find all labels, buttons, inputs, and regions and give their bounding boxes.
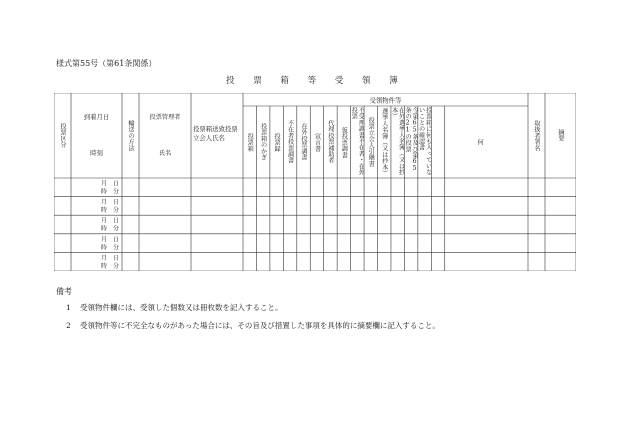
form-number: 様式第55号（第61条関係） xyxy=(56,59,157,68)
item-header-label: 在外選挙人名簿（又は抄本） xyxy=(390,107,405,176)
receipt-register-table xyxy=(54,93,576,271)
header-transport-method: 輸送の方法 xyxy=(127,120,134,151)
row-month-label: 月 xyxy=(101,180,108,188)
item-header-label: 不在者投票調書 xyxy=(286,120,294,164)
note-number: 2 xyxy=(66,321,71,330)
item-header-label: 投票箱 xyxy=(246,132,254,152)
row-month-label: 月 xyxy=(101,236,108,244)
row-day-label: 日 xyxy=(113,217,120,225)
item-header-label: 投票箱に何も入っていないことの確認書 xyxy=(417,107,432,176)
row-day-label: 日 xyxy=(113,254,120,262)
row-hour-label: 時 xyxy=(101,262,108,270)
item-header-label: 仮投票調書 xyxy=(340,126,348,158)
header-arrival-date: 到着月日 xyxy=(83,113,110,121)
row-minute-label: 分 xyxy=(113,262,120,270)
note-number: 1 xyxy=(66,303,71,312)
row-day-label: 日 xyxy=(113,199,120,207)
header-ballot-manager: 投票管理者 xyxy=(149,114,181,121)
item-header-label: 何 xyxy=(476,138,484,146)
header-ballot-manager-name: 氏名 xyxy=(158,150,172,157)
row-hour-label: 時 xyxy=(101,207,108,215)
item-header-label: 宣言書 xyxy=(313,132,321,152)
header-ballot-category: 投票区分 xyxy=(59,123,66,148)
row-minute-label: 分 xyxy=(113,244,120,252)
row-minute-label: 分 xyxy=(113,207,120,215)
row-day-label: 日 xyxy=(113,180,120,188)
note-text: 受領物件等に不完全なものがあった場合には、その旨及び措置した事項を具体的に摘要欄に記入すること。 xyxy=(80,321,440,330)
note-text: 受領物件欄には、受領した個数又は冊枚数を記入すること。 xyxy=(80,303,283,312)
row-month-label: 月 xyxy=(101,217,108,225)
row-hour-label: 時 xyxy=(101,244,108,252)
row-hour-label: 時 xyxy=(101,188,108,196)
item-header-label: 投票箱のかぎ xyxy=(259,123,267,161)
item-header-label: 投票立会人引継書 xyxy=(367,117,375,167)
item-header-label: 投票録 xyxy=(273,132,281,152)
row-hour-label: 時 xyxy=(101,225,108,233)
header-arrival-time: 時刻 xyxy=(90,149,103,157)
item-header-label: 代理投票補助者 xyxy=(326,120,334,164)
note-item xyxy=(66,302,283,313)
row-month-label: 月 xyxy=(101,254,108,262)
row-minute-label: 分 xyxy=(113,188,120,196)
item-header-label: 不受理調書不在者・在外投票 xyxy=(350,107,365,176)
note-item xyxy=(66,320,440,331)
header-received-items: 受領物件等 xyxy=(369,96,402,105)
header-receipt-checker: 取扱者署名 xyxy=(533,120,540,151)
item-header-label: 令第65条及び第65条の21の投票 xyxy=(404,107,418,173)
notes-heading: 備考 xyxy=(56,287,72,296)
header-witness-title: 投票箱送致投票立会人氏名 xyxy=(193,125,238,142)
item-header-label: 在外投票調書 xyxy=(300,123,308,161)
item-header-label: 選挙人名簿（又は抄本） xyxy=(380,107,388,177)
row-day-label: 日 xyxy=(113,236,120,244)
header-remarks: 摘要 xyxy=(557,129,564,142)
document-title: 投 票 箱 等 受 領 簿 xyxy=(226,76,406,86)
row-minute-label: 分 xyxy=(113,225,120,233)
row-month-label: 月 xyxy=(101,199,108,207)
